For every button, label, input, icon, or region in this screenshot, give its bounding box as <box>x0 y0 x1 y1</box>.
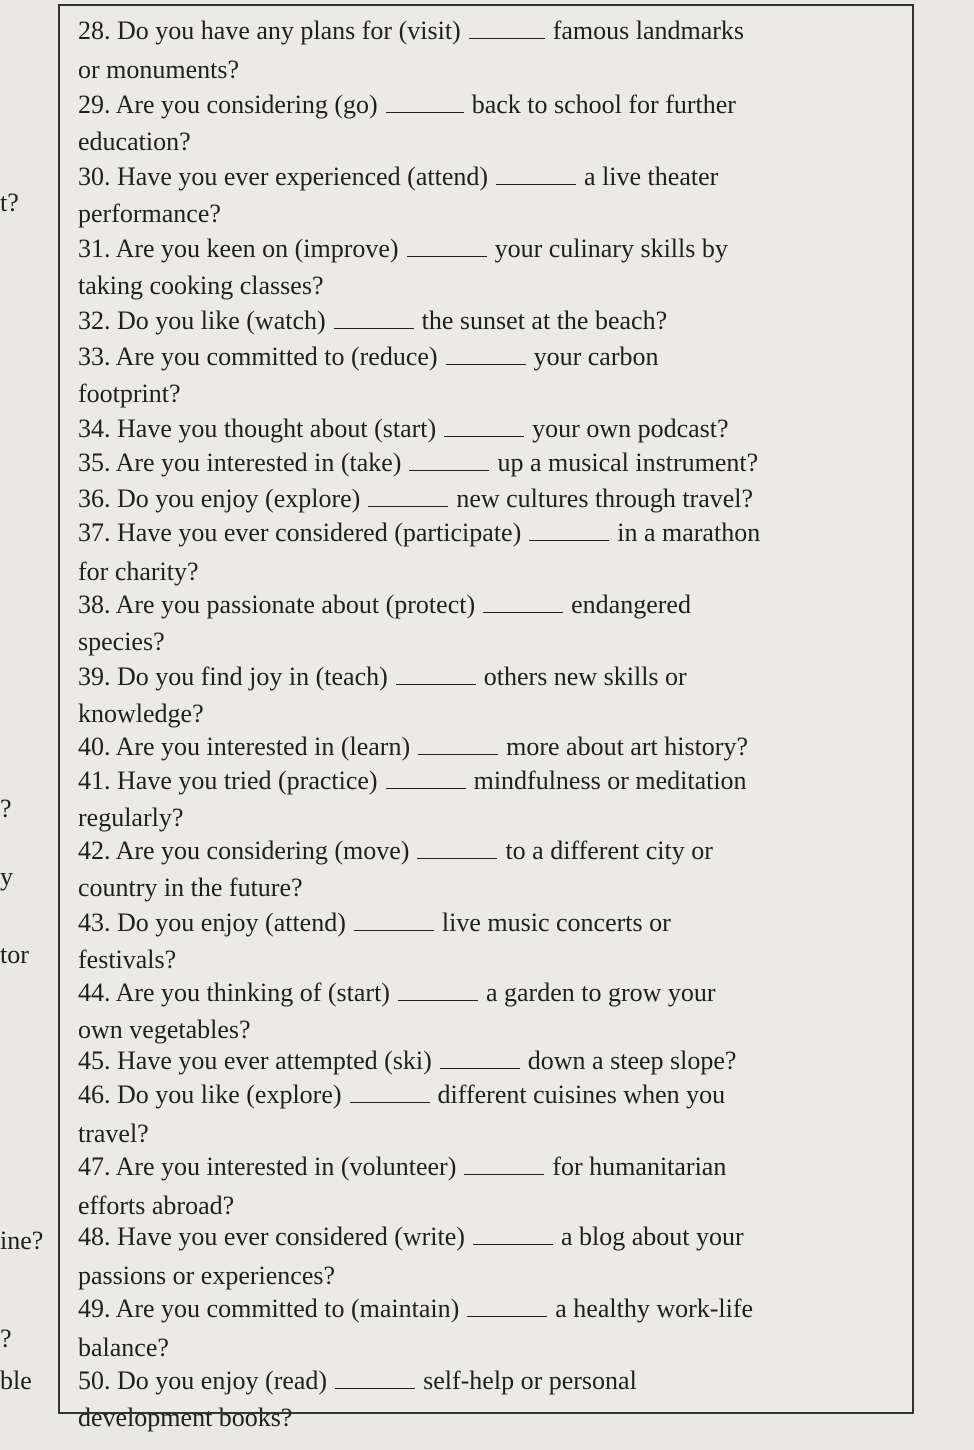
question-item <box>78 728 902 765</box>
question-number: 29. <box>78 90 111 119</box>
question-continuation: endangered <box>571 590 691 619</box>
question-item <box>78 658 902 695</box>
question-continuation: the sunset at the beach? <box>421 306 668 335</box>
question-prompt: Have you thought about (start) <box>117 414 437 443</box>
answer-blank[interactable] <box>386 86 464 113</box>
question-item <box>78 832 902 869</box>
question-item <box>78 230 902 267</box>
bottom-rule <box>58 1412 914 1414</box>
question-continuation: back to school for further <box>471 90 736 119</box>
question-prompt: Are you interested in (volunteer) <box>115 1152 457 1181</box>
question-item <box>78 86 902 123</box>
question-prompt: Have you ever experienced (attend) <box>117 162 489 191</box>
answer-blank[interactable] <box>529 514 609 541</box>
answer-blank[interactable] <box>409 444 489 471</box>
question-wrap-line: performance? <box>78 199 221 228</box>
question-prompt: Do you find joy in (teach) <box>117 662 388 691</box>
answer-blank[interactable] <box>418 728 498 755</box>
answer-blank[interactable] <box>464 1148 544 1175</box>
question-continuation: in a marathon <box>617 518 761 547</box>
question-prompt: Do you enjoy (explore) <box>117 484 361 513</box>
question-number: 34. <box>78 414 111 443</box>
left-fragment: ? <box>0 1324 12 1353</box>
question-continuation: a blog about your <box>560 1222 744 1251</box>
answer-blank[interactable] <box>440 1042 520 1069</box>
question-continuation: a healthy work-life <box>555 1294 754 1323</box>
left-fragment: ine? <box>0 1226 44 1255</box>
question-item <box>78 974 902 1011</box>
question-wrap-line: travel? <box>78 1119 149 1148</box>
question-number: 50. <box>78 1366 111 1395</box>
question-wrap-line: efforts abroad? <box>78 1191 235 1220</box>
question-continuation: for humanitarian <box>552 1152 727 1181</box>
question-number: 28. <box>78 16 111 45</box>
question-prompt: Are you passionate about (protect) <box>115 590 476 619</box>
question-number: 40. <box>78 732 111 761</box>
question-number: 33. <box>78 342 111 371</box>
answer-blank[interactable] <box>354 904 434 931</box>
answer-blank[interactable] <box>444 410 524 437</box>
worksheet-box <box>58 4 914 1432</box>
question-wrap-line: taking cooking classes? <box>78 271 324 300</box>
answer-blank[interactable] <box>386 762 466 789</box>
question-continuation: self-help or personal <box>423 1366 637 1395</box>
question-number: 49. <box>78 1294 111 1323</box>
question-number: 46. <box>78 1080 111 1109</box>
question-wrap-line: regularly? <box>78 803 184 832</box>
question-prompt: Are you committed to (reduce) <box>115 342 438 371</box>
question-number: 45. <box>78 1046 111 1075</box>
question-number: 41. <box>78 766 111 795</box>
question-prompt: Are you considering (go) <box>115 90 378 119</box>
question-item <box>78 480 902 517</box>
question-continuation: your carbon <box>533 342 659 371</box>
question-continuation: different cuisines when you <box>437 1080 726 1109</box>
question-prompt: Do you enjoy (attend) <box>117 908 346 937</box>
question-wrap-line: own vegetables? <box>78 1015 251 1044</box>
question-number: 39. <box>78 662 111 691</box>
question-continuation: to a different city or <box>505 836 713 865</box>
question-prompt: Are you considering (move) <box>115 836 410 865</box>
answer-blank[interactable] <box>417 832 497 859</box>
answer-blank[interactable] <box>398 974 478 1001</box>
left-fragment: t? <box>0 188 19 217</box>
question-number: 43. <box>78 908 111 937</box>
question-continuation: more about art history? <box>506 732 748 761</box>
question-item <box>78 444 902 481</box>
answer-blank[interactable] <box>335 1362 415 1389</box>
question-prompt: Have you ever considered (write) <box>117 1222 465 1251</box>
question-item <box>78 12 902 49</box>
question-wrap-line: footprint? <box>78 379 181 408</box>
question-prompt: Are you interested in (take) <box>115 448 402 477</box>
answer-blank[interactable] <box>469 12 545 39</box>
question-item <box>78 410 902 447</box>
question-number: 36. <box>78 484 111 513</box>
question-prompt: Do you like (explore) <box>117 1080 342 1109</box>
question-prompt: Are you thinking of (start) <box>115 978 390 1007</box>
question-item <box>78 1218 902 1255</box>
question-wrap-line: for charity? <box>78 557 199 586</box>
question-number: 44. <box>78 978 111 1007</box>
left-fragment: tor <box>0 940 29 969</box>
answer-blank[interactable] <box>467 1290 547 1317</box>
answer-blank[interactable] <box>350 1076 430 1103</box>
question-item <box>78 158 902 195</box>
question-wrap-line: education? <box>78 127 191 156</box>
left-fragment: y <box>0 862 13 891</box>
question-item <box>78 762 902 799</box>
answer-blank[interactable] <box>396 658 476 685</box>
answer-blank[interactable] <box>496 158 576 185</box>
answer-blank[interactable] <box>473 1218 553 1245</box>
question-item <box>78 1076 902 1113</box>
answer-blank[interactable] <box>407 230 487 257</box>
question-item <box>78 1362 902 1399</box>
question-continuation: famous landmarks <box>552 16 745 45</box>
question-continuation: new cultures through travel? <box>456 484 754 513</box>
answer-blank[interactable] <box>446 338 526 365</box>
question-wrap-line: knowledge? <box>78 699 204 728</box>
question-number: 48. <box>78 1222 111 1251</box>
question-prompt: Are you committed to (maintain) <box>115 1294 460 1323</box>
left-margin-column <box>0 0 60 1450</box>
question-prompt: Are you keen on (improve) <box>115 234 399 263</box>
question-number: 32. <box>78 306 111 335</box>
question-wrap-line: passions or experiences? <box>78 1261 336 1290</box>
question-number: 30. <box>78 162 111 191</box>
question-continuation: mindfulness or meditation <box>473 766 747 795</box>
question-prompt: Are you interested in (learn) <box>115 732 411 761</box>
question-continuation: a garden to grow your <box>485 978 716 1007</box>
question-prompt: Do you have any plans for (visit) <box>117 16 461 45</box>
question-number: 35. <box>78 448 111 477</box>
question-continuation: a live theater <box>584 162 719 191</box>
question-prompt: Have you ever considered (participate) <box>117 518 522 547</box>
question-wrap-line: balance? <box>78 1333 169 1362</box>
question-wrap-line: festivals? <box>78 945 177 974</box>
question-item <box>78 586 902 623</box>
answer-blank[interactable] <box>483 586 563 613</box>
question-continuation: your culinary skills by <box>494 234 728 263</box>
question-prompt: Have you ever attempted (ski) <box>117 1046 432 1075</box>
question-continuation: live music concerts or <box>441 908 671 937</box>
question-item <box>78 514 902 551</box>
question-wrap-line: country in the future? <box>78 873 303 902</box>
question-item <box>78 1042 902 1079</box>
question-wrap-line: species? <box>78 627 165 656</box>
question-item <box>78 302 902 339</box>
question-number: 38. <box>78 590 111 619</box>
question-item <box>78 1148 902 1185</box>
answer-blank[interactable] <box>334 302 414 329</box>
question-continuation: up a musical instrument? <box>497 448 759 477</box>
question-item <box>78 1290 902 1327</box>
question-continuation: down a steep slope? <box>527 1046 737 1075</box>
question-continuation: your own podcast? <box>532 414 729 443</box>
question-number: 47. <box>78 1152 111 1181</box>
left-fragment: ? <box>0 794 12 823</box>
question-wrap-line: or monuments? <box>78 55 240 84</box>
answer-blank[interactable] <box>368 480 448 507</box>
question-item <box>78 904 902 941</box>
question-continuation: others new skills or <box>483 662 687 691</box>
question-number: 31. <box>78 234 111 263</box>
question-prompt: Have you tried (practice) <box>117 766 378 795</box>
question-prompt: Do you like (watch) <box>117 306 326 335</box>
question-number: 37. <box>78 518 111 547</box>
question-wrap-line: development books? <box>78 1403 293 1432</box>
question-number: 42. <box>78 836 111 865</box>
question-prompt: Do you enjoy (read) <box>117 1366 328 1395</box>
question-item <box>78 338 902 375</box>
left-fragment: ble <box>0 1366 32 1395</box>
